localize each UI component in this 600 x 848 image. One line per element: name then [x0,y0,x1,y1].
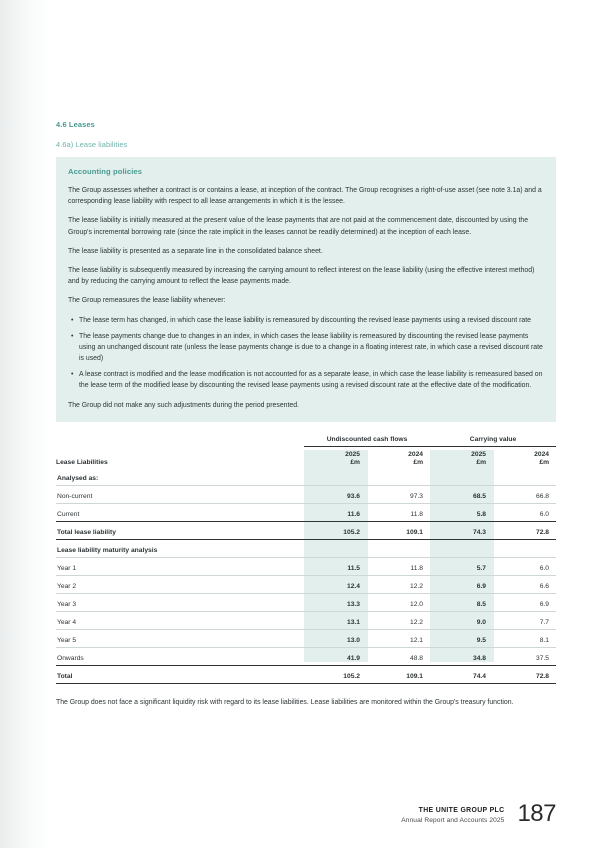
cell-carrying-2025: 8.5 [430,593,493,611]
row-label: Analysed as: [56,468,304,486]
unit-carrying-2025: £m [476,458,487,466]
table-group-header-row [56,436,556,447]
cell-carrying-2025: 74.4 [430,665,493,683]
cell-undiscounted-2024: 11.8 [367,503,430,521]
table-row [56,557,556,575]
table-row-header-label: Lease Liabilities [56,458,108,466]
policy-paragraph-4: The lease liability is subsequently measured by increasing the carrying amount to reflect interest on the lease liability (using the effective interest method) and by reducing the carrying amount to reflect the lease payments made. [68,266,535,286]
year-carrying-2025: 2025 [471,450,487,458]
year-undiscounted-2025: 2025 [345,450,360,458]
policy-paragraph-5: The Group remeasures the lease liability whenever: [68,297,226,305]
table-year-row [56,446,556,459]
table-row [56,575,556,593]
table-row-analysed-as [56,468,556,486]
policy-bullet-2: • The lease payments change due to changes in an index, in which cases the lease liability is remeasured by discounting the revised lease payments using an unchanged discount rate (unless the lease payments change is due to a change in a floating interest rate, in which case a revised discount rate is used) [79,331,544,365]
policy-paragraph-3: The lease liability is presented as a separate line in the consolidated balance sheet. [68,247,323,255]
unit-carrying-2024: £m [539,458,550,466]
cell-carrying-2025: 34.8 [430,647,493,665]
page-spine-shading [0,0,52,848]
table-units-row [56,459,556,468]
cell-undiscounted-2024: 109.1 [367,521,430,539]
cell-undiscounted-2024: 12.1 [367,629,430,647]
cell-undiscounted-2025: 93.6 [304,485,367,503]
cell-undiscounted-2025: 105.2 [304,521,367,539]
cell-carrying-2024: 7.7 [493,611,556,629]
row-label: Year 3 [56,593,304,611]
cell-carrying-2024: 66.8 [493,485,556,503]
cell-carrying-2025: 68.5 [430,485,493,503]
table-row [56,485,556,503]
row-label: Non-current [56,485,304,503]
table-row-total-lease-liability [56,521,556,539]
page-footer [401,800,556,828]
table-row-total [56,665,556,683]
lease-liabilities-table-wrapper [56,436,556,684]
group-header-carrying: Carrying value [430,436,556,447]
cell-undiscounted-2024: 97.3 [367,485,430,503]
cell-undiscounted-2024: 11.8 [367,557,430,575]
cell-carrying-2024: 72.8 [493,521,556,539]
cell-undiscounted-2025: 13.3 [304,593,367,611]
row-label: Year 4 [56,611,304,629]
page-content [56,120,556,708]
row-label: Lease liability maturity analysis [56,539,304,557]
group-header-undiscounted: Undiscounted cash flows [304,436,430,447]
policy-paragraph-1: The Group assesses whether a contract is or contains a lease, at inception of the contract. The Group recognises a right-of-use asset (see note 3.1a) and a corresponding lease liability with respect to all lease arrangements in which it is the lessee. [68,187,542,206]
cell-carrying-2024: 6.0 [493,557,556,575]
page-number: 187 [517,800,556,828]
table-row [56,593,556,611]
cell-carrying-2025: 5.7 [430,557,493,575]
row-label: Total [56,665,304,683]
row-label: Current [56,503,304,521]
footer-report-title: Annual Report and Accounts 2025 [401,817,505,825]
table-row [56,503,556,521]
cell-undiscounted-2024: 109.1 [367,665,430,683]
row-label: Onwards [56,647,304,665]
table-row [56,629,556,647]
policy-bullet-3: • A lease contract is modified and the lease modification is not accounted for as a separate lease, in which case the lease liability is remeasured based on the lease term of the modified lease by discounting the revised lease payments using a revised discount rate at the effective date of the modification. [79,369,544,391]
year-carrying-2024: 2024 [534,450,550,458]
footer-text-block [401,806,504,826]
table-row [56,647,556,665]
cell-carrying-2025: 74.3 [430,521,493,539]
cell-carrying-2024: 6.0 [493,503,556,521]
cell-undiscounted-2024: 12.2 [367,611,430,629]
policy-closing-paragraph: The Group did not make any such adjustments during the period presented. [68,401,299,409]
cell-carrying-2024: 6.9 [493,593,556,611]
cell-carrying-2025: 9.5 [430,629,493,647]
table-row [56,611,556,629]
cell-carrying-2025: 9.0 [430,611,493,629]
policy-paragraph-2: The lease liability is initially measured at the present value of the lease payments that are not paid at the commencement date, discounted by using the Group's incremental borrowing rate (since the rate implicit in the leases cannot be readily determined) at the inception of each lease. [68,217,529,236]
subsection-heading: 4.6a) Lease liabilities [56,140,128,149]
row-label: Year 1 [56,557,304,575]
row-label: Year 5 [56,629,304,647]
row-label: Total lease liability [56,521,304,539]
accounting-policies-title: Accounting policies [68,167,143,176]
cell-undiscounted-2025: 11.5 [304,557,367,575]
cell-undiscounted-2025: 11.6 [304,503,367,521]
cell-undiscounted-2025: 13.1 [304,611,367,629]
section-heading: 4.6 Leases [56,120,95,129]
footer-company-name: THE UNITE GROUP PLC [418,807,505,815]
cell-carrying-2025: 5.8 [430,503,493,521]
cell-undiscounted-2024: 12.0 [367,593,430,611]
cell-carrying-2025: 6.9 [430,575,493,593]
table-row-maturity-analysis [56,539,556,557]
closing-note: The Group does not face a significant liquidity risk with regard to its lease liabilities. Lease liabilities are monitored within the Group's treasury function. [56,698,514,706]
cell-undiscounted-2025: 105.2 [304,665,367,683]
unit-undiscounted-2025: £m [350,458,360,466]
cell-carrying-2024: 8.1 [493,629,556,647]
cell-carrying-2024: 72.8 [493,665,556,683]
accounting-policies-panel [56,157,556,422]
cell-undiscounted-2024: 12.2 [367,575,430,593]
cell-undiscounted-2024: 48.8 [367,647,430,665]
cell-undiscounted-2025: 13.0 [304,629,367,647]
policy-bullet-list [68,315,544,392]
year-undiscounted-2024: 2024 [408,450,424,458]
cell-undiscounted-2025: 41.9 [304,647,367,665]
cell-carrying-2024: 37.5 [493,647,556,665]
cell-carrying-2024: 6.6 [493,575,556,593]
unit-undiscounted-2024: £m [413,458,424,466]
policy-bullet-1: • The lease term has changed, in which case the lease liability is remeasured by discounting the revised lease payments using a revised discount rate [79,315,544,326]
lease-liabilities-table [56,436,556,684]
row-label: Year 2 [56,575,304,593]
cell-undiscounted-2025: 12.4 [304,575,367,593]
